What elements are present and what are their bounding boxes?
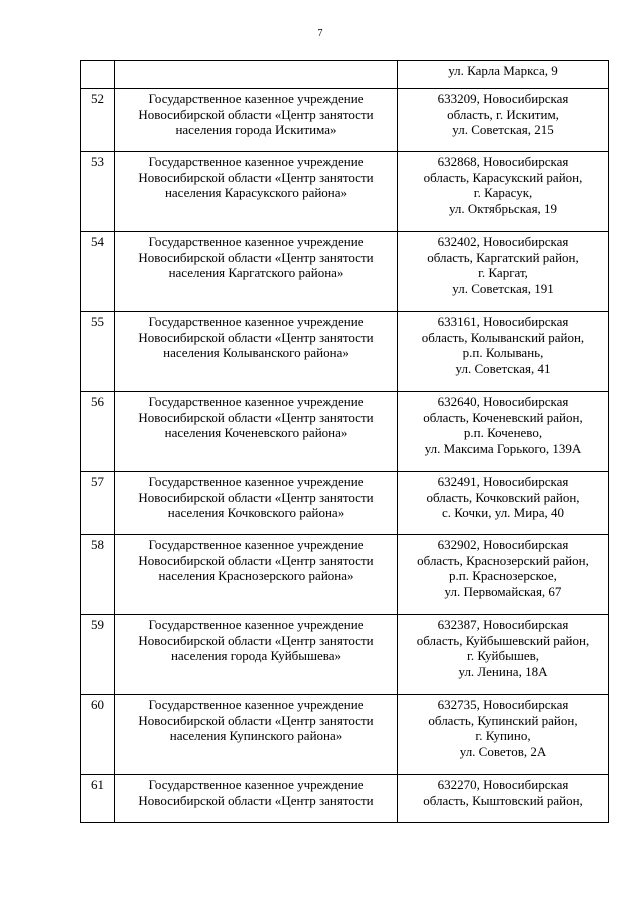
address-line: р.п. Краснозерское, <box>449 568 557 583</box>
institution-name-cell <box>115 615 398 695</box>
institution-name-line: Государственное казенное учреждение <box>148 537 364 552</box>
institution-name-cell <box>115 312 398 392</box>
address-line: 632491, Новосибирская <box>437 474 569 489</box>
institution-name-line: Новосибирской области «Центр занятости <box>138 249 374 265</box>
table-row <box>81 472 609 535</box>
row-number: 55 <box>81 312 115 392</box>
institution-name-cell <box>115 232 398 312</box>
address-line: ул. Октябрьская, 19 <box>448 200 558 216</box>
table-row <box>81 392 609 472</box>
address-line: г. Каргат, <box>478 265 528 280</box>
institution-name-cell <box>115 152 398 232</box>
row-number: 58 <box>81 535 115 615</box>
table-row <box>81 615 609 695</box>
row-number: 54 <box>81 232 115 312</box>
table-row <box>81 61 609 89</box>
institution-name-cell <box>115 61 398 89</box>
institution-name-line: Государственное казенное учреждение <box>148 154 364 169</box>
address-line: 632868, Новосибирская <box>437 154 569 169</box>
institution-name-line: населения Колыванского района» <box>163 345 349 360</box>
address-line: 632902, Новосибирская <box>437 537 569 552</box>
institution-name-line: населения Кочковского района» <box>167 505 345 520</box>
table-row <box>81 695 609 775</box>
address-cell <box>398 775 609 823</box>
table-row <box>81 312 609 392</box>
institution-name-cell <box>115 775 398 823</box>
institution-name-line: Государственное казенное учреждение <box>148 617 364 632</box>
institution-name-line: Государственное казенное учреждение <box>148 394 364 409</box>
institution-name-line: населения Коченевского района» <box>164 425 348 440</box>
address-cell <box>398 232 609 312</box>
institution-name-line: Государственное казенное учреждение <box>148 314 364 329</box>
institution-name-cell <box>115 472 398 535</box>
address-line: 633161, Новосибирская <box>437 314 569 329</box>
row-number <box>81 61 115 89</box>
row-number: 61 <box>81 775 115 823</box>
institution-name-line: Новосибирской области «Центр занятости <box>138 169 374 185</box>
address-line: область, Каргатский район, <box>427 249 579 265</box>
institution-name-line: Государственное казенное учреждение <box>148 777 364 792</box>
address-line: ул. Максима Горького, 139А <box>424 440 582 456</box>
institution-name-line: населения города Куйбышева» <box>170 648 342 663</box>
institution-name-line: населения города Искитима» <box>175 122 337 137</box>
address-line: г. Купино, <box>475 728 531 743</box>
address-cell <box>398 392 609 472</box>
address-cell <box>398 695 609 775</box>
institution-name-line: населения Карасукского района» <box>164 185 348 200</box>
address-line: ул. Карла Маркса, 9 <box>448 63 558 78</box>
address-cell <box>398 615 609 695</box>
address-line: р.п. Колывань, <box>462 345 544 360</box>
address-line: область, Кыштовский район, <box>423 792 583 808</box>
institution-name-line: населения Купинского района» <box>169 728 343 743</box>
institution-name-cell <box>115 392 398 472</box>
address-line: ул. Советская, 41 <box>455 360 551 376</box>
table-row <box>81 775 609 823</box>
address-line: р.п. Коченево, <box>463 425 543 440</box>
address-line: 632640, Новосибирская <box>437 394 569 409</box>
row-number: 53 <box>81 152 115 232</box>
institution-name-cell <box>115 695 398 775</box>
address-cell <box>398 472 609 535</box>
institution-name-cell <box>115 89 398 152</box>
address-cell <box>398 152 609 232</box>
institution-name-line: Новосибирской области «Центр занятости <box>138 632 374 648</box>
address-line: область, Коченевский район, <box>423 409 583 425</box>
row-number: 59 <box>81 615 115 695</box>
address-line: 633209, Новосибирская <box>437 91 569 106</box>
institution-name-line: Государственное казенное учреждение <box>148 91 364 106</box>
address-line: 632270, Новосибирская <box>437 777 569 792</box>
institution-name-line: населения Краснозерского района» <box>158 568 354 583</box>
institutions-table <box>80 60 609 823</box>
page-number: 7 <box>317 28 323 39</box>
institution-name-line: Новосибирской области «Центр занятости <box>138 409 374 425</box>
table-row <box>81 89 609 152</box>
address-line: ул. Советская, 191 <box>452 280 554 296</box>
address-cell <box>398 535 609 615</box>
address-line: 632735, Новосибирская <box>437 697 569 712</box>
address-line: ул. Советская, 215 <box>452 122 554 137</box>
address-line: область, Куйбышевский район, <box>416 632 590 648</box>
address-cell <box>398 89 609 152</box>
address-line: область, г. Искитим, <box>447 106 559 122</box>
table-row <box>81 152 609 232</box>
institution-name-line: Государственное казенное учреждение <box>148 697 364 712</box>
address-line: область, Купинский район, <box>428 712 578 728</box>
row-number: 52 <box>81 89 115 152</box>
address-line: область, Кочковский район, <box>426 489 580 505</box>
institution-name-line: Государственное казенное учреждение <box>148 474 364 489</box>
row-number: 57 <box>81 472 115 535</box>
address-line: область, Краснозерский район, <box>417 552 589 568</box>
address-line: ул. Ленина, 18А <box>458 663 548 679</box>
address-line: г. Карасук, <box>473 185 533 200</box>
address-cell <box>398 312 609 392</box>
table-row <box>81 535 609 615</box>
address-cell <box>398 61 609 89</box>
address-line: 632387, Новосибирская <box>437 617 569 632</box>
address-line: 632402, Новосибирская <box>437 234 569 249</box>
row-number: 56 <box>81 392 115 472</box>
institution-name-line: Новосибирской области «Центр занятости <box>138 792 374 808</box>
address-line: ул. Советов, 2А <box>459 743 547 759</box>
institution-name-line: Государственное казенное учреждение <box>148 234 364 249</box>
row-number: 60 <box>81 695 115 775</box>
institution-name-line: Новосибирской области «Центр занятости <box>138 329 374 345</box>
institutions-table-body <box>81 61 609 823</box>
address-line: ул. Первомайская, 67 <box>444 583 562 599</box>
institution-name-line: населения Каргатского района» <box>168 265 344 280</box>
institution-name-line: Новосибирской области «Центр занятости <box>138 712 374 728</box>
address-line: область, Карасукский район, <box>423 169 583 185</box>
address-line: область, Колыванский район, <box>421 329 585 345</box>
institution-name-cell <box>115 535 398 615</box>
institution-name-line: Новосибирской области «Центр занятости <box>138 489 374 505</box>
address-line: с. Кочки, ул. Мира, 40 <box>442 505 564 520</box>
table-row <box>81 232 609 312</box>
address-line: г. Куйбышев, <box>466 648 540 663</box>
institution-name-line: Новосибирской области «Центр занятости <box>138 552 374 568</box>
institution-name-line: Новосибирской области «Центр занятости <box>138 106 374 122</box>
